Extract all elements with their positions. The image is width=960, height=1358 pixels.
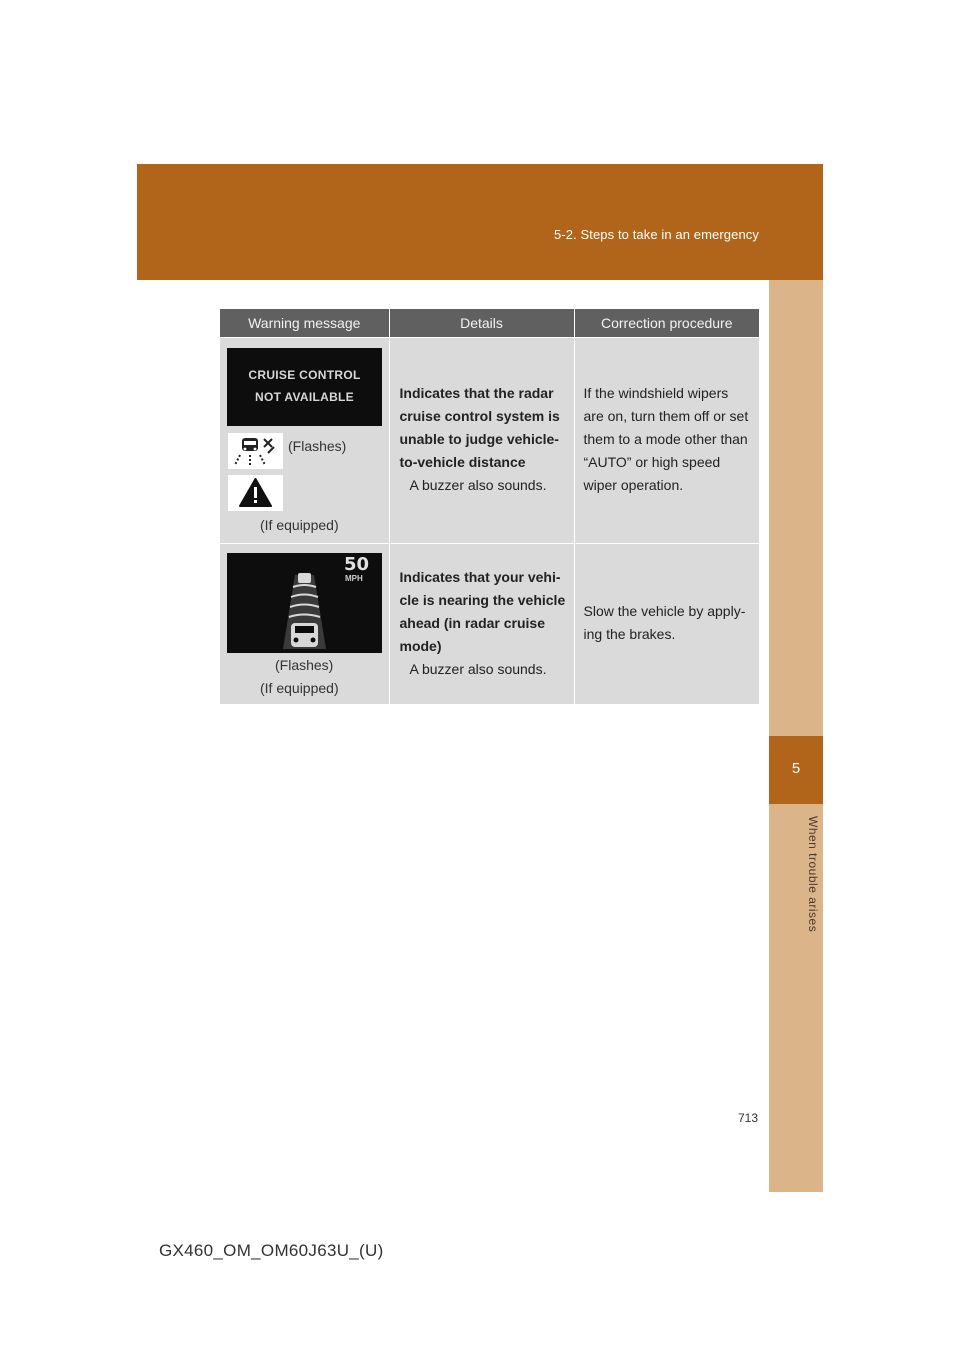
warning-message-table (220, 309, 759, 704)
details-line: mode) (399, 638, 442, 654)
radar-cruise-warning-icon (228, 433, 283, 469)
details-line: unable to judge vehicle- (399, 431, 559, 447)
buzzer-note: A buzzer also sounds. (409, 477, 547, 493)
if-equipped-caption: (If equipped) (260, 517, 339, 533)
display-line-1: CRUISE CONTROL (248, 368, 361, 382)
buzzer-note: A buzzer also sounds. (409, 661, 547, 677)
warning-image-cell (220, 338, 389, 544)
procedure-line: “AUTO” or high speed (583, 454, 721, 470)
details-line: Indicates that your vehi- (399, 569, 561, 585)
procedure-line: wiper operation. (583, 477, 684, 493)
procedure-cell (574, 544, 759, 705)
header-warning-message: Warning message (220, 309, 389, 338)
details-line: cle is nearing the vehicle (399, 592, 566, 608)
procedure-cell (574, 338, 759, 544)
chapter-label: When trouble arises (806, 816, 820, 933)
details-line: ahead (in radar cruise (399, 615, 546, 631)
details-line: to-vehicle distance (399, 454, 526, 470)
header-band (137, 164, 823, 280)
section-title: 5-2. Steps to take in an emergency (553, 227, 759, 242)
procedure-line: are on, turn them off or set (583, 408, 749, 424)
table-row (220, 544, 759, 705)
header-details: Details (389, 309, 574, 338)
procedure-line: ing the brakes. (583, 626, 676, 642)
page-number: 713 (738, 1111, 759, 1125)
flashes-caption: (Flashes) (275, 657, 334, 673)
details-line: cruise control system is (399, 408, 560, 424)
details-cell (389, 338, 574, 544)
table-header-row (220, 309, 759, 338)
display-line-2: NOT AVAILABLE (254, 390, 354, 404)
chapter-number: 5 (769, 736, 823, 804)
cruise-control-display (227, 348, 382, 426)
footer-code: GX460_OM_OM60J63U_(U) (159, 1241, 384, 1260)
if-equipped-caption: (If equipped) (260, 680, 339, 696)
caution-triangle-icon (228, 475, 283, 511)
side-tab (769, 280, 823, 1192)
procedure-line: Slow the vehicle by apply- (583, 603, 746, 619)
procedure-line: If the windshield wipers (583, 385, 729, 401)
table-row (220, 338, 759, 544)
speed-value: 50 (344, 554, 370, 575)
details-line: Indicates that the radar (399, 385, 554, 401)
warning-image-cell (220, 544, 389, 705)
header-correction-procedure: Correction procedure (574, 309, 759, 338)
details-cell (389, 544, 574, 705)
procedure-line: them to a mode other than (583, 431, 748, 447)
flashes-caption: (Flashes) (288, 438, 347, 454)
vehicle-approach-display (227, 553, 382, 653)
speed-unit: MPH (345, 574, 363, 583)
